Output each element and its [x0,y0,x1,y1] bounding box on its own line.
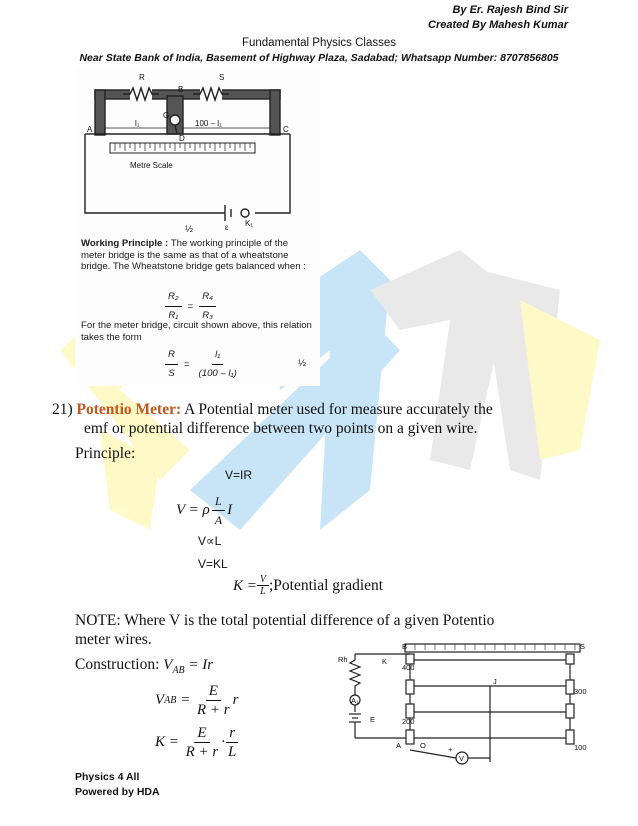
eq-resistivity [176,492,232,529]
working-principle-title: Working Principle : [81,238,169,249]
construction-line [75,655,213,681]
pot-label-a: A [396,741,402,750]
kc-den1: R + r [185,744,219,760]
label-a: A [87,125,93,134]
institute-address: Near State Bank of India, Basement of Highway Plaza, Sadabad; Whatsapp Number: 8707856805 [79,52,559,64]
eq-k-tail: ;Potential gradient [269,576,384,594]
vab-den: R + r [197,702,230,718]
eq2-rhs-num: l₁ [212,346,223,365]
kc-den2: L [228,744,237,760]
eq-k-num: V [257,574,269,586]
eq-v-ir: V=IR [225,468,253,482]
label-b: B [178,85,184,94]
pot-label-v: V [459,754,465,763]
vab-tail: r [232,692,239,708]
eq2-lhs-num: R [165,346,178,365]
working-principle-paragraph [81,238,313,273]
half-mark: ½ [185,224,194,235]
vab-num: E [206,682,221,701]
label-c: C [283,125,289,134]
meter-bridge-equation: $\frac{R}{S}$ = $\frac{\text{l₁}}{\text{(100 – l₁)}}$ [165,346,240,383]
pot-label-300: 300 [574,687,587,696]
intro-line2: emf or potential difference between two points on a given wire. [84,420,478,437]
note-line2: meter wires. [75,631,152,648]
label-s: S [219,73,225,82]
kc-dot: · [221,734,226,750]
section-intro-line1 [52,400,612,420]
eq-rho-num: L [212,492,225,511]
eq-k-den: L [260,586,266,597]
eq1-lhs-num: R₂ [165,288,182,307]
pot-label-s: S [580,642,586,651]
eq-rho-tail: I [227,502,233,518]
construction-v: V [163,657,173,673]
author-line: By Er. Rajesh Bind Sir [452,4,568,16]
section-number: 21) [52,401,73,418]
pot-label-200: 200 [402,717,415,726]
construction-rhs: = Ir [184,657,214,673]
vab-eq-sign: = [176,692,195,708]
working-principle-text: The working principle of the meter bridge is the same as that of a wheatstone bridge. The Wheatstone bridge gets balanced when : [81,238,306,272]
eq2-lhs-den: S [168,368,175,379]
label-metre-scale: Metre Scale [130,161,173,170]
label-rest: 100 – l₁ [195,119,222,128]
eq-potential-gradient [233,574,383,597]
kc-num2: r [226,724,238,743]
label-g: G [163,111,170,120]
creator-line: Created By Mahesh Kumar [428,19,568,31]
eq-k-construction [155,724,239,761]
pot-label-rh: Rh [338,655,348,664]
construction-v-sub: AB [172,665,185,677]
institute-name: Fundamental Physics Classes [241,37,397,49]
pot-label-e: E [370,715,376,724]
label-d: D [179,134,185,143]
eq1-lhs-den: R₁ [168,310,179,321]
pot-label-j: J [493,677,497,686]
pot-label-o: O [420,741,426,750]
section-title: Potentio Meter: [76,401,182,418]
label-r: R [139,73,145,82]
relation-text: For the meter bridge, circuit shown above, this relation takes the form [81,320,312,343]
construction-label: Construction: [75,656,164,673]
bridge-balance-equation: $\frac{\text{R₂}}{\text{R₁}}$ = $\frac{\text{R₄}}{\text{R₃}}$ [165,288,216,325]
potentiometer-diagram [330,640,600,770]
label-k1: K₁ [245,219,254,228]
principle-label: Principle: [75,445,136,462]
eq-rho-den: A [214,513,223,527]
label-emf: ε [225,223,229,230]
eq2-rhs-den: (100 – l₁) [198,368,237,379]
eq-v-kl: V=KL [198,557,228,571]
eq-rho-lhs: V = ρ [176,502,210,518]
kc-lhs: K = [155,734,183,750]
eq1-rhs-den: R₃ [202,310,213,321]
label-l1: l₁ [135,119,140,128]
eq1-rhs-num: R₄ [199,288,216,307]
pot-label-400: 400 [402,663,415,672]
note-line1: NOTE: Where V is the total potential difference of a given Potentio [75,612,495,629]
vab-lhs: V [155,692,165,708]
pot-label-k: K [382,657,388,666]
pot-label-plus: + [448,745,453,754]
eq-k-lhs: K = [233,577,257,594]
pot-label-b: B [402,642,408,651]
meter-bridge-diagram [75,68,320,230]
kc-num1: E [194,724,209,743]
eq-v-prop-l: V∝L [198,534,222,548]
pot-label-100: 100 [574,743,587,752]
intro-line1: A Potential meter used for measure accurately the [184,401,493,418]
pot-label-a1: A₁ [351,696,359,705]
footer-line1: Physics 4 All [75,771,140,783]
eq-vab [155,682,238,719]
footer-line2: Powered by HDA [75,786,160,798]
scanned-excerpt [75,68,320,386]
vab-sub: AB [164,695,177,706]
half-mark-2: ½ [298,358,307,369]
